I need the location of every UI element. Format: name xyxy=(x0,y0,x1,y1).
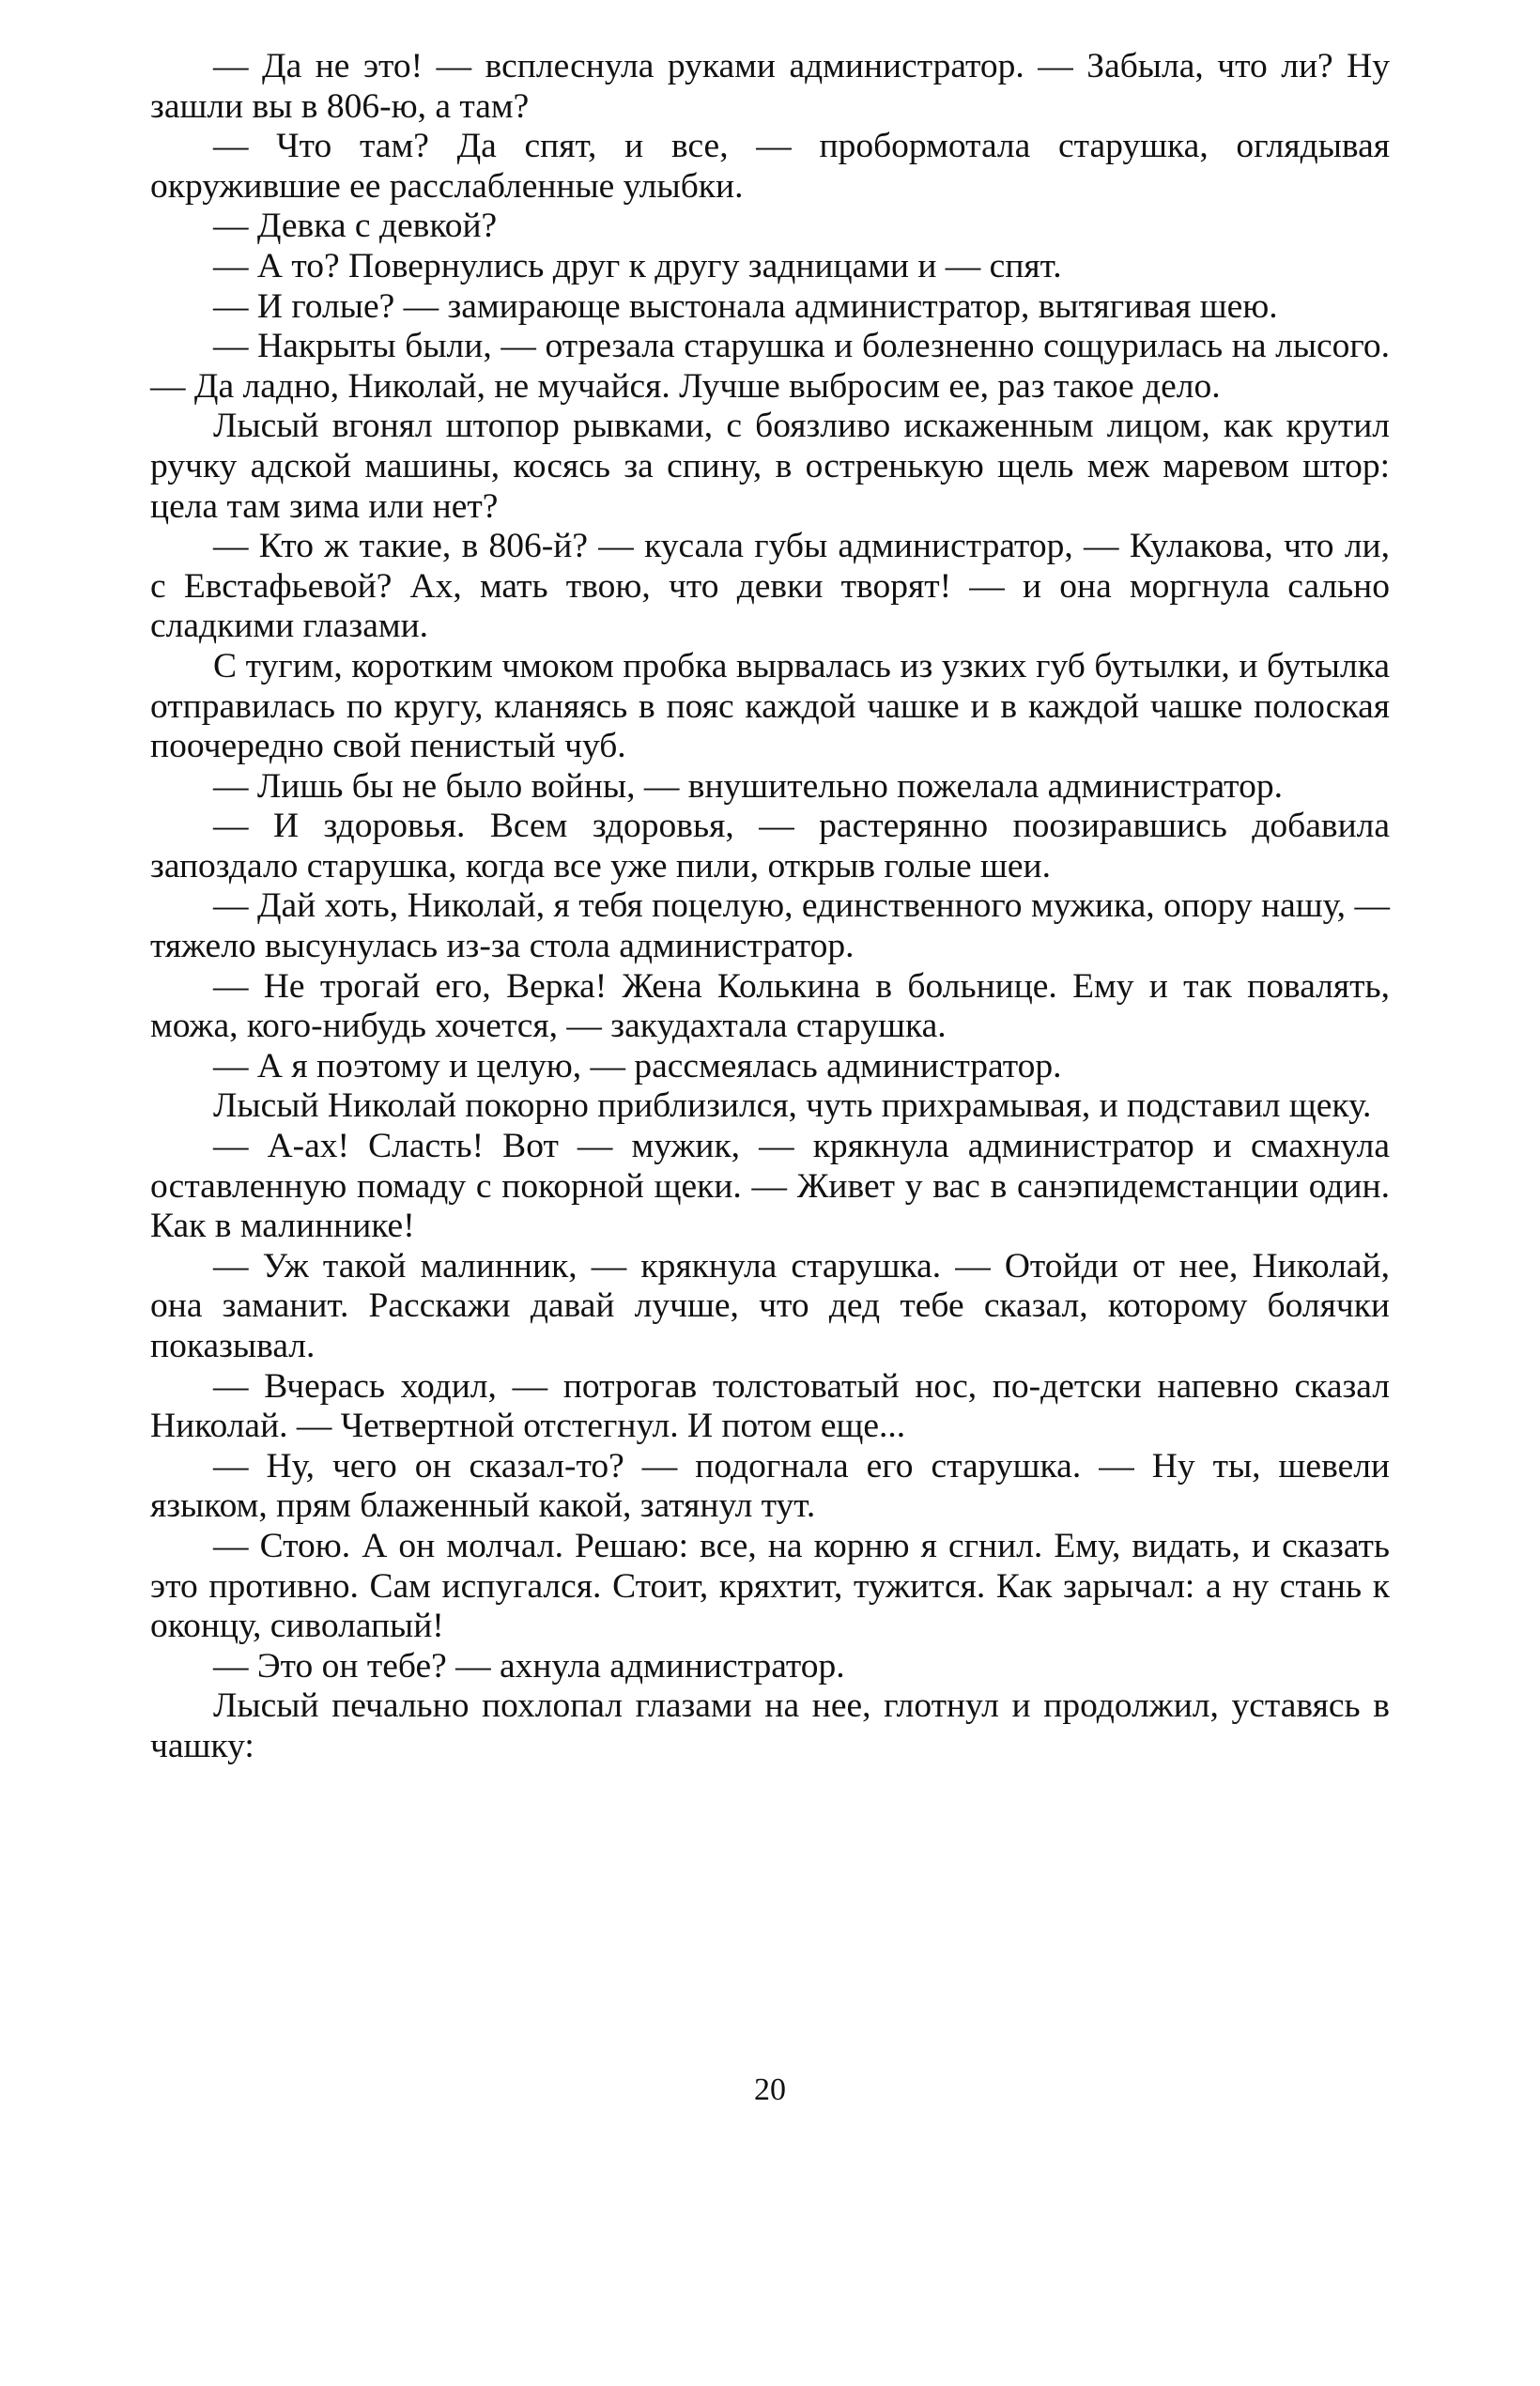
paragraph: — Лишь бы не было войны, — внушительно пожелала администратор. xyxy=(213,766,1283,806)
paragraph: Лысый печально похлопал глазами на нее, глотнул и продолжил, уставясь в чашку: xyxy=(150,1686,1390,1765)
paragraph: — Не трогай его, Верка! Жена Колькина в больнице. Ему и так повалять, можа, кого-нибудь хочется, — закудахтала старушка. xyxy=(150,966,1390,1046)
paragraph: — Что там? Да спят, и все, — пробормотала старушка, оглядывая окружившие ее расслабленные улыбки. xyxy=(150,127,1390,206)
paragraph: — Дай хоть, Николай, я тебя поцелую, единственного мужика, опору нашу, — тяжело высунулась из-за стола администратор. xyxy=(150,886,1390,966)
paragraph: — Девка с девкой? xyxy=(213,207,498,246)
paragraph: — Ну, чего он сказал-то? — подогнала его старушка. — Ну ты, шевели языком, прям блаженный какой, затянул тут. xyxy=(150,1446,1390,1526)
paragraph: — Кто ж такие, в 806-й? — кусала губы администратор, — Кулакова, что ли, с Евстафьевой? Ах, мать твою, что девки творят! — и она моргнула сально сладкими глазами. xyxy=(150,527,1390,646)
paragraph: — Стою. А он молчал. Решаю: все, на корню я сгнил. Ему, видать, и сказать это противно. Сам испугался. Стоит, кряхтит, тужится. Как зарычал: а ну стань к оконцу, сиволапый! xyxy=(150,1526,1390,1646)
paragraph: — Уж такой малинник, — крякнула старушка. — Отойди от нее, Николай, она заманит. Расскажи давай лучше, что дед тебе сказал, которому болячки показывал. xyxy=(150,1246,1390,1365)
paragraph: — И голые? — замирающе выстонала администратор, вытягивая шею. xyxy=(213,286,1278,326)
paragraph: — Вчерась ходил, — потрогав толстоватый нос, по-детски напевно сказал Николай. — Четвертной отстегнул. И потом еще... xyxy=(150,1366,1390,1446)
paragraph: — Это он тебе? — ахнула администратор. xyxy=(213,1646,845,1686)
paragraph: С тугим, коротким чмоком пробка вырвалась из узких губ бутылки, и бутылка отправилась по кругу, кланяясь в пояс каждой чашке и в каждой чашке полоская поочередно свой пенистый чуб. xyxy=(150,646,1390,766)
paragraph: Лысый вгонял штопор рывками, с боязливо искаженным лицом, как крутил ручку адской машины, косясь за спину, в остренькую щель меж маревом штор: цела там зима или нет? xyxy=(150,407,1390,526)
paragraph: — И здоровья. Всем здоровья, — растерянно поозиравшись добавила запоздало старушка, когда все уже пили, открыв голые шеи. xyxy=(150,807,1390,885)
paragraph: — А то? Повернулись друг к другу задницами и — спят. xyxy=(213,246,1062,285)
body-text xyxy=(150,47,1390,1767)
paragraph: — А-ах! Сласть! Вот — мужик, — крякнула администратор и смахнула оставленную помаду с покорной щеки. — Живет у вас в санэпидемстанции один. Как в малиннике! xyxy=(150,1127,1390,1246)
paragraph: Лысый Николай покорно приблизился, чуть прихрамывая, и подставил щеку. xyxy=(213,1086,1372,1126)
paragraph: — Накрыты были, — отрезала старушка и болезненно сощурилась на лысого. — Да ладно, Николай, не мучайся. Лучше выбросим ее, раз такое дело. xyxy=(150,327,1390,406)
page-number: 20 xyxy=(754,2072,786,2107)
paragraph: — Да не это! — всплеснула руками администратор. — Забыла, что ли? Ну зашли вы в 806-ю, а там? xyxy=(150,47,1390,126)
paragraph: — А я поэтому и целую, — рассмеялась администратор. xyxy=(213,1046,1062,1085)
